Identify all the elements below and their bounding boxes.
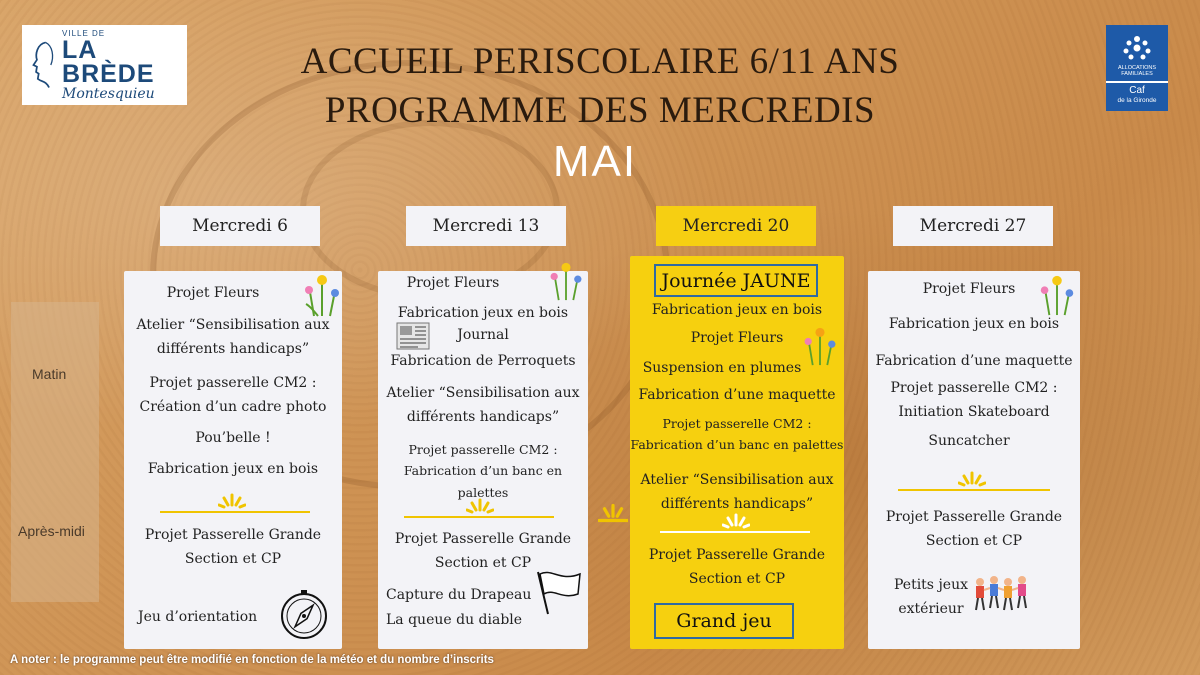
activity: Journal — [457, 327, 509, 343]
title-line-2: PROGRAMME DES MERCREDIS — [324, 90, 876, 131]
journee-jaune-box: Journée JAUNE — [654, 264, 818, 297]
activity: Section et CP — [434, 555, 532, 571]
sun-burst-icon — [722, 513, 750, 531]
footer-note: A noter : le programme peut être modifié en fonction de la météo et du nombre d’inscrits — [10, 654, 494, 666]
sun-burst-icon — [958, 471, 986, 489]
activity: Suspension en plumes — [642, 360, 802, 376]
activity: Fabrication jeux en bois — [397, 305, 569, 321]
flowers-icon — [546, 258, 586, 304]
day-label-20: Mercredi 20 — [656, 206, 816, 246]
activity: Fabrication d’un banc en palettes — [630, 437, 844, 452]
logo-script-text: Montesquieu — [62, 85, 155, 102]
activity: différents handicaps” — [156, 341, 310, 357]
activity: Fabrication d’un banc en palettes — [403, 463, 563, 500]
side-strip — [11, 302, 99, 602]
activity: Projet passerelle CM2 : — [408, 442, 558, 457]
caf-org-text: ALLOCATIONS FAMILIALES — [1117, 64, 1157, 77]
activity: Projet passerelle CM2 : — [890, 380, 1058, 396]
activity: La queue du diable — [386, 612, 523, 628]
activity: Jeu d’orientation — [138, 609, 258, 625]
activity: Atelier “Sensibilisation aux — [386, 385, 580, 401]
activity: Projet passerelle CM2 : — [149, 375, 317, 391]
flowers-icon — [1036, 272, 1078, 318]
title-line-1: ACCUEIL PERISCOLAIRE 6/11 ANS — [300, 41, 900, 82]
label-morning: Matin — [32, 366, 67, 382]
activity: Fabrication de Perroquets — [390, 353, 576, 369]
flag-icon — [534, 568, 584, 616]
activity: Fabrication jeux en bois — [147, 461, 319, 477]
flowers-icon — [300, 272, 344, 318]
activity: Projet Fleurs — [406, 275, 500, 291]
activity: Suncatcher — [928, 433, 1010, 449]
activity: Création d’un cadre photo — [139, 399, 327, 415]
separator-line — [660, 531, 810, 533]
sun-burst-icon — [598, 503, 628, 523]
compass-icon — [278, 588, 330, 640]
grand-jeu-box: Grand jeu — [654, 603, 794, 639]
activity: Atelier “Sensibilisation aux — [640, 472, 834, 488]
activity: Projet Passerelle Grande — [648, 547, 826, 563]
logo-small-text: VILLE DE — [62, 28, 106, 38]
activity: Projet Fleurs — [922, 281, 1016, 297]
column-mercredi-20 — [630, 256, 844, 649]
activity: différents handicaps” — [406, 409, 560, 425]
activity: Projet Fleurs — [690, 330, 784, 346]
flowers-icon — [800, 322, 840, 370]
label-afternoon: Après-midi — [18, 523, 85, 539]
activity: Section et CP — [688, 571, 786, 587]
activity: Projet Passerelle Grande — [394, 531, 572, 547]
separator-line — [160, 511, 310, 513]
activity: Projet Passerelle Grande — [144, 527, 322, 543]
sun-burst-icon — [218, 493, 246, 511]
activity: Fabrication d’une maquette — [638, 387, 836, 403]
activity: Projet Fleurs — [166, 285, 260, 301]
activity: Fabrication jeux en bois — [888, 316, 1060, 332]
separator-line — [404, 516, 554, 518]
activity: Section et CP — [184, 551, 282, 567]
activity: Fabrication jeux en bois — [651, 302, 823, 318]
activity: Capture du Drapeau — [386, 587, 532, 603]
activity: différents handicaps” — [660, 496, 814, 512]
activity: Initiation Skateboard — [898, 404, 1050, 420]
day-label-6: Mercredi 6 — [160, 206, 320, 246]
logo-town-name: LA BRÈDE — [62, 35, 155, 88]
day-label-27: Mercredi 27 — [893, 206, 1053, 246]
newspaper-icon — [396, 322, 430, 350]
sun-burst-icon — [466, 498, 494, 516]
caf-text: Caf — [1129, 85, 1145, 96]
activity: extérieur — [898, 601, 964, 617]
activity: Projet Passerelle Grande — [885, 509, 1063, 525]
month-title: MAI — [552, 137, 638, 186]
separator-line — [898, 489, 1050, 491]
activity: Pou’belle ! — [195, 430, 271, 446]
activity: Atelier “Sensibilisation aux — [136, 317, 330, 333]
day-label-13: Mercredi 13 — [406, 206, 566, 246]
children-playing-icon — [972, 574, 1032, 618]
activity: Projet passerelle CM2 : — [662, 416, 812, 431]
activity: Section et CP — [925, 533, 1023, 549]
caf-region-text: de la Gironde — [1117, 97, 1157, 104]
activity: Fabrication d’une maquette — [875, 353, 1073, 369]
activity: Petits jeux — [894, 577, 968, 593]
